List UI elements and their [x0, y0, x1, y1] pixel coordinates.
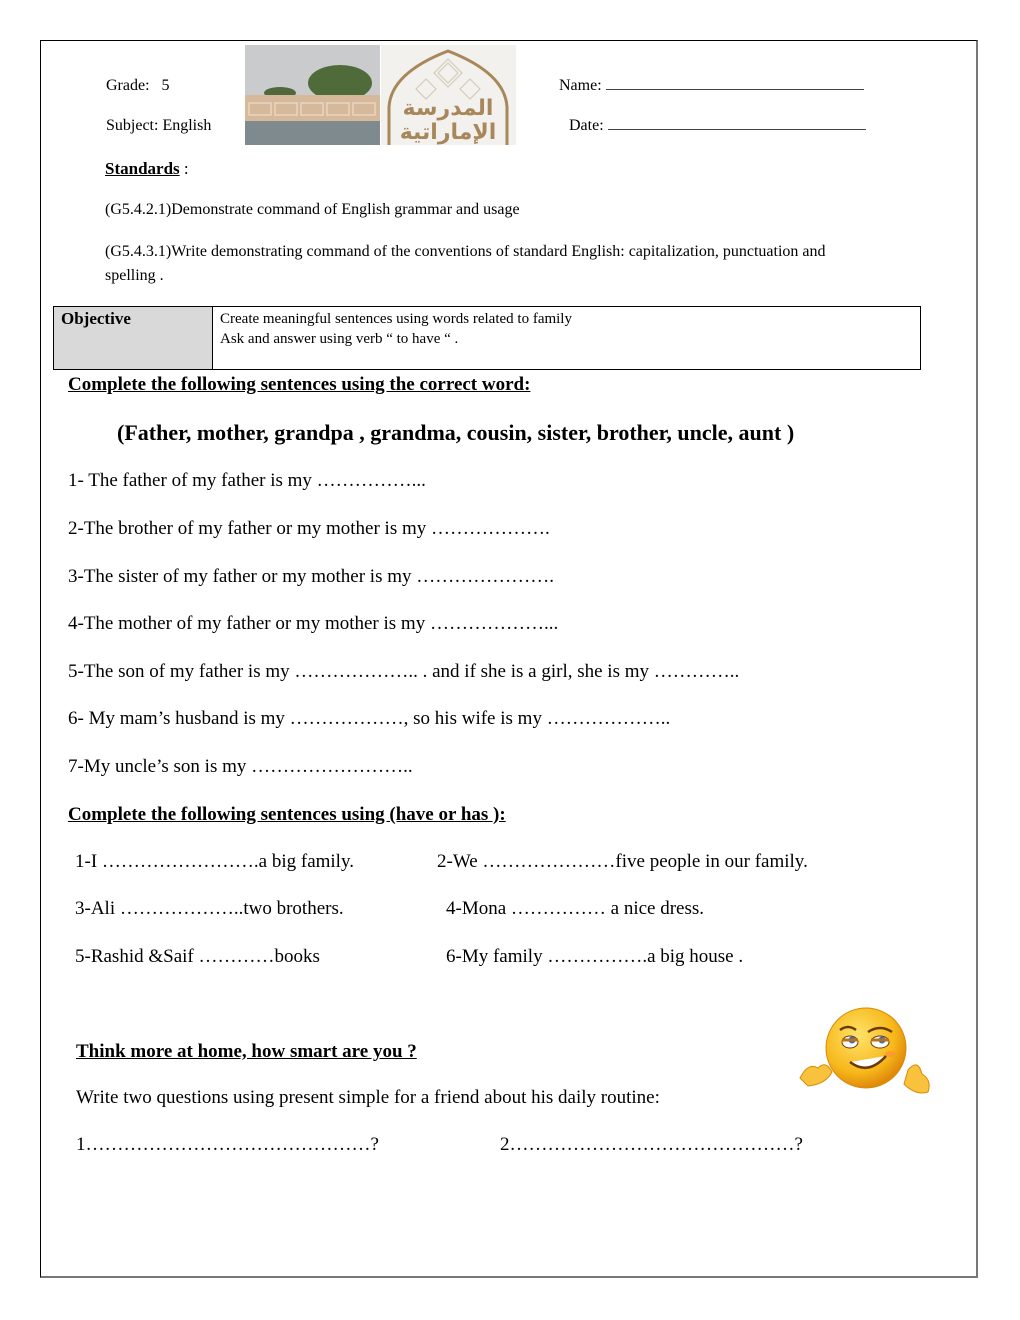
- name-label: Name:: [559, 77, 602, 94]
- smirking-smiley-shrug-icon: [790, 1000, 940, 1110]
- question-item[interactable]: 4-The mother of my father or my mother is my ………………...: [68, 613, 559, 634]
- objective-line: Ask and answer using verb “ to have “ .: [220, 331, 459, 347]
- have-has-item[interactable]: 6-My family …………….a big house .: [446, 946, 744, 967]
- date-field[interactable]: [569, 117, 866, 135]
- objective-label: Objective: [54, 307, 213, 370]
- word-bank: (Father, mother, grandpa , grandma, cousin, sister, brother, uncle, aunt ): [117, 420, 795, 445]
- section1-title: Complete the following sentences using the correct word:: [68, 374, 531, 395]
- section3-title: Think more at home, how smart are you ?: [76, 1041, 417, 1062]
- question-item[interactable]: 5-The son of my father is my ……………….. . and if she is a girl, she is my …………..: [68, 661, 740, 682]
- standard-item: (G5.4.2.1)Demonstrate command of English grammar and usage: [105, 201, 520, 218]
- question-item[interactable]: 6- My mam’s husband is my ………………, so his wife is my ………………..: [68, 708, 671, 729]
- svg-text:الإماراتية: الإماراتية: [399, 120, 497, 145]
- section2-title: Complete the following sentences using (have or has ):: [68, 804, 506, 825]
- objective-line: Create meaningful sentences using words related to family: [220, 311, 572, 327]
- have-has-item[interactable]: 2-We …………………five people in our family.: [437, 851, 808, 872]
- grade-field: [106, 77, 170, 95]
- question-item[interactable]: 2-The brother of my father or my mother is my ……………….: [68, 518, 550, 539]
- school-photo: [245, 45, 380, 145]
- have-has-item[interactable]: 5-Rashid &Saif …………books: [75, 946, 320, 967]
- question-item[interactable]: 7-My uncle’s son is my ……………………..: [68, 756, 413, 777]
- standards-colon: :: [179, 159, 189, 178]
- grade-value: 5: [161, 77, 170, 94]
- have-has-item[interactable]: 4-Mona …………… a nice dress.: [446, 898, 705, 919]
- have-has-item[interactable]: 1-I …………………….a big family.: [75, 851, 354, 872]
- grade-label: Grade:: [106, 77, 150, 94]
- school-logo: [381, 45, 516, 145]
- answer-line-2[interactable]: 2………………………………………?: [500, 1134, 803, 1155]
- subject-value: English: [162, 117, 212, 134]
- standards-heading: [105, 159, 189, 179]
- standards-title: Standards: [105, 159, 180, 178]
- name-field[interactable]: [559, 77, 864, 95]
- objective-content: [213, 307, 921, 370]
- question-item[interactable]: 3-The sister of my father or my mother is my ………………….: [68, 566, 555, 587]
- standard-item-continued: spelling .: [105, 267, 164, 284]
- answer-line-1[interactable]: 1………………………………………?: [76, 1134, 379, 1155]
- section3-instruction: Write two questions using present simple for a friend about his daily routine:: [76, 1087, 660, 1108]
- objective-table: [53, 306, 921, 370]
- have-has-item[interactable]: 3-Ali ………………..two brothers.: [75, 898, 344, 919]
- question-item[interactable]: 1- The father of my father is my ……………...: [68, 470, 426, 491]
- date-label: Date:: [569, 117, 604, 134]
- name-blank[interactable]: [606, 77, 864, 90]
- standard-item: (G5.4.3.1)Write demonstrating command of the conventions of standard English: capitalization, punctuation and: [105, 243, 826, 260]
- subject-field: [106, 117, 211, 135]
- svg-text:المدرسة: المدرسة: [402, 96, 494, 121]
- subject-label: Subject:: [106, 117, 159, 134]
- date-blank[interactable]: [608, 117, 866, 130]
